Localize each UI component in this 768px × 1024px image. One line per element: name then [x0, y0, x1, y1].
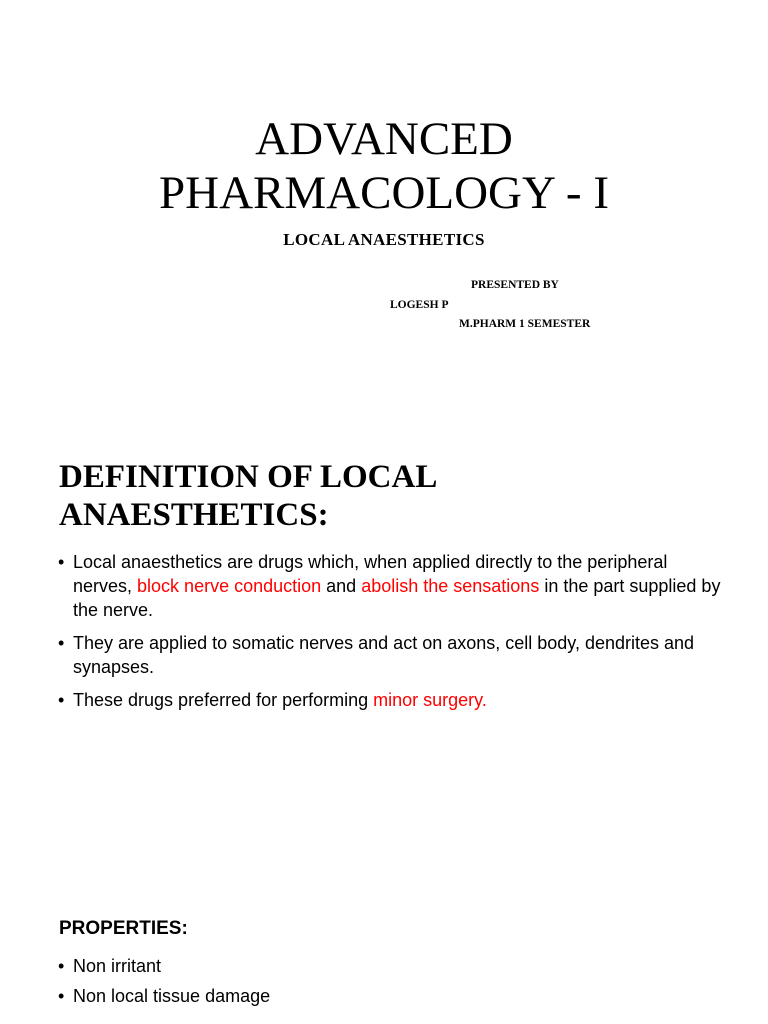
definition-bullet-list — [58, 550, 728, 721]
main-title-line-2: PHARMACOLOGY - I — [159, 167, 609, 219]
definition-bullet-3 — [58, 688, 728, 712]
bullet-3-text: These drugs preferred for performing — [73, 690, 374, 710]
bullet-1-text-2: and — [321, 576, 362, 596]
subtitle: LOCAL ANAESTHETICS — [283, 230, 485, 249]
definition-heading — [59, 458, 719, 534]
properties-slide — [0, 870, 768, 1024]
definition-bullet-1 — [58, 550, 728, 622]
main-title — [0, 112, 768, 220]
definition-heading-line-1: DEFINITION OF LOCAL — [59, 459, 438, 495]
bullet-1-text-1: Local anaesthetics are drugs which, when applied directly to the peripheral nerves, — [73, 552, 668, 596]
presenter-name: LOGESH P — [390, 299, 449, 311]
highlight-abolish-sensations: abolish the sensations — [361, 576, 540, 596]
title-slide — [0, 0, 768, 430]
highlight-block-nerve-conduction: block nerve conduction — [137, 576, 322, 596]
property-item: • Non local tissue damage — [58, 984, 270, 1008]
presenter-semester: M.PHARM 1 SEMESTER — [459, 318, 591, 330]
property-item: • Non irritant — [58, 954, 270, 978]
properties-heading: PROPERTIES: — [59, 918, 188, 939]
presented-by-label: PRESENTED BY — [471, 279, 559, 291]
definition-bullet-2: • They are applied to somatic nerves and act on axons, cell body, dendrites and synapses. — [58, 631, 728, 679]
properties-list — [58, 954, 270, 1014]
definition-heading-line-2: ANAESTHETICS: — [59, 497, 329, 533]
main-title-line-1: ADVANCED — [255, 113, 513, 165]
bullet-1-text-3: in the part supplied by the nerve. — [73, 576, 721, 620]
definition-slide — [0, 430, 768, 870]
highlight-minor-surgery: minor surgery. — [373, 690, 487, 710]
